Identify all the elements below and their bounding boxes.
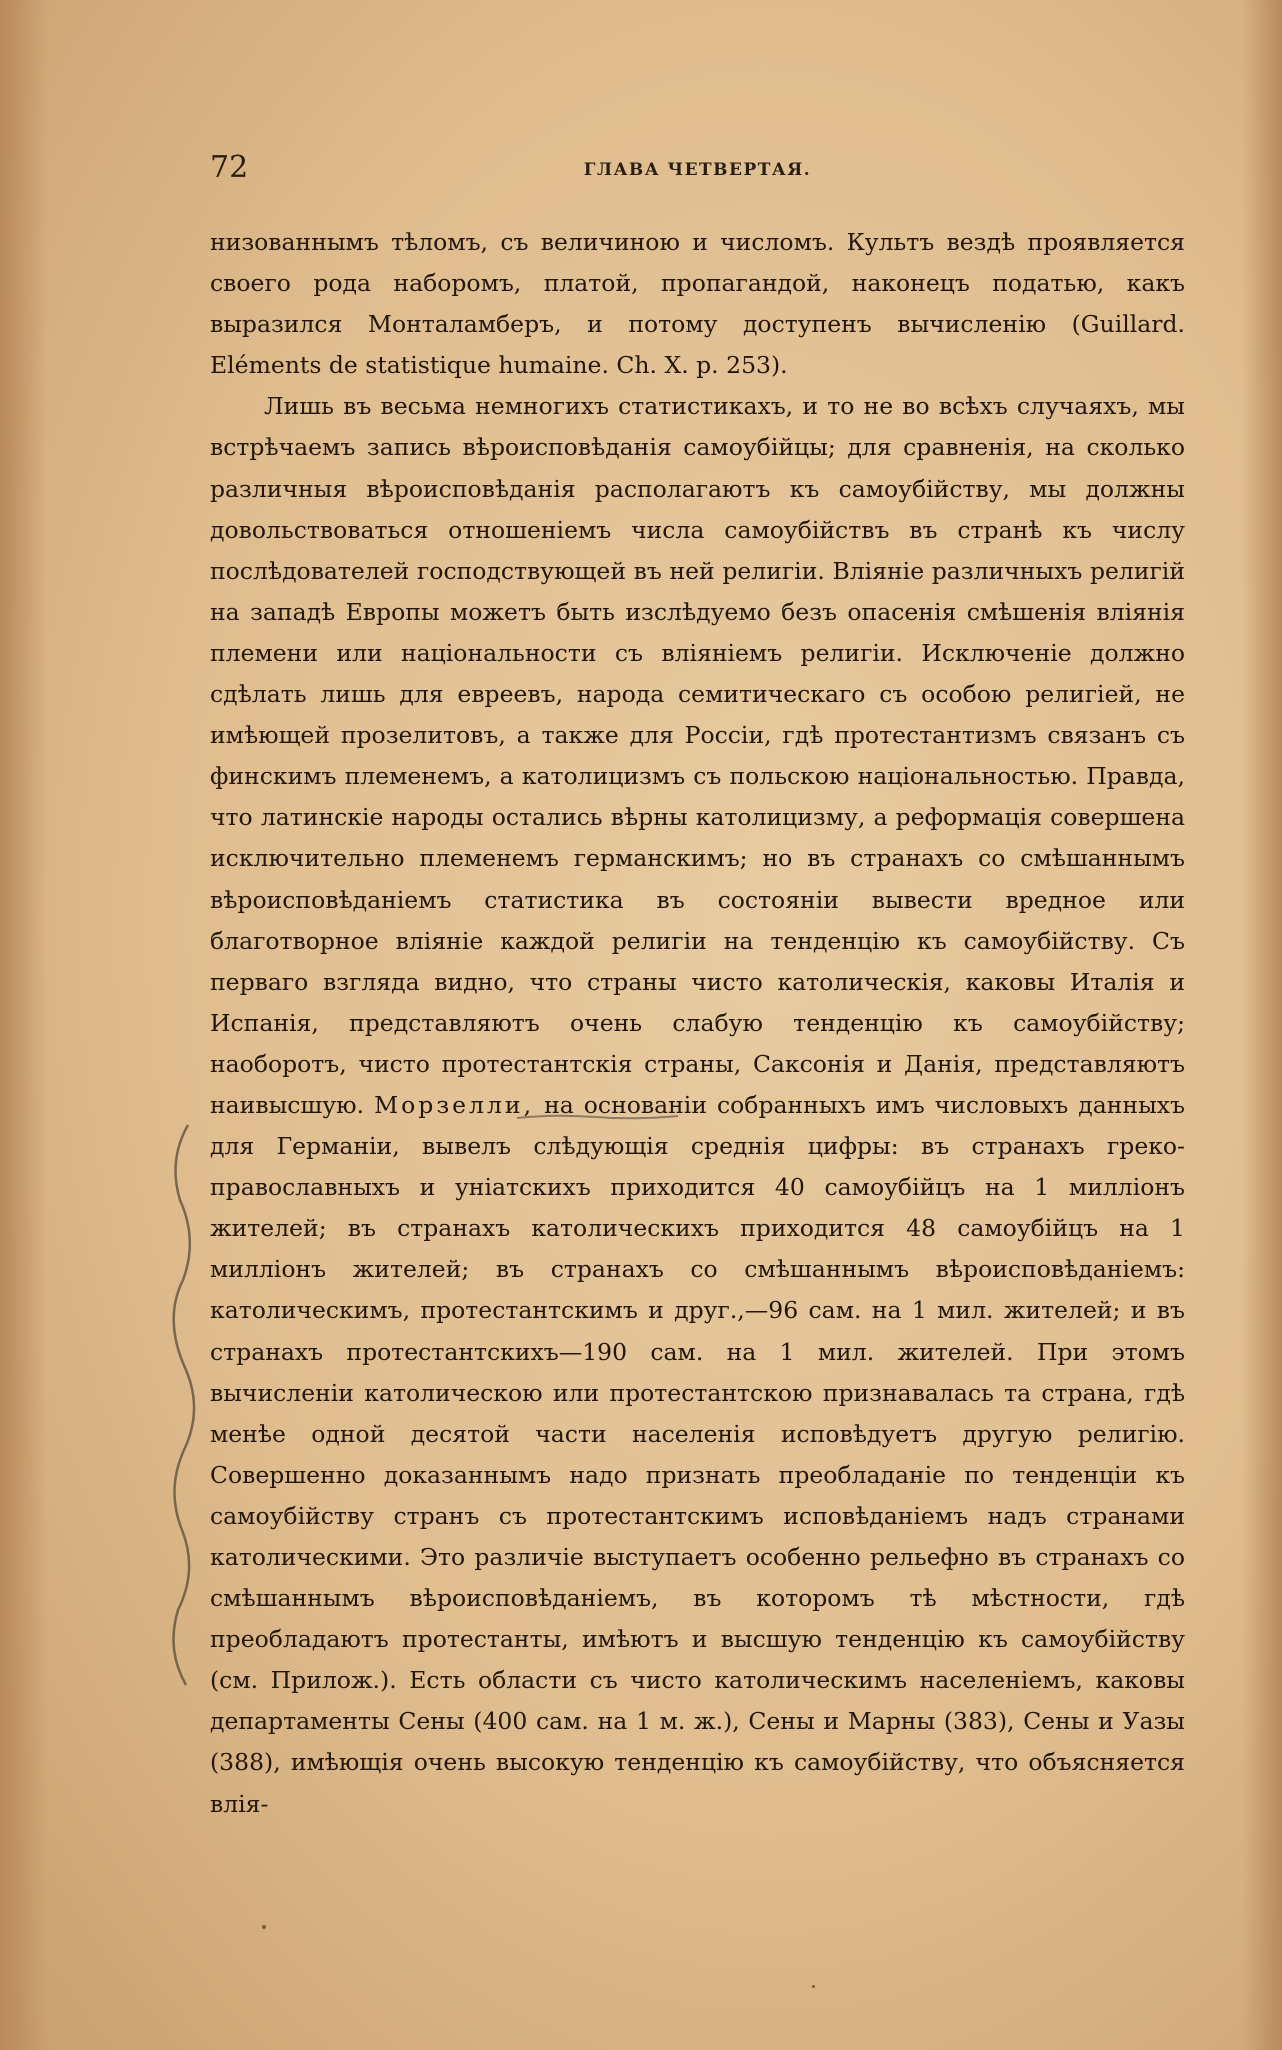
paragraph-continuation: низованнымъ тѣломъ, съ величиною и числомъ. Культъ вездѣ проявляется своего рода наборомъ, платой, пропагандой, наконецъ податью, какъ выразился Монталамберъ, и потому доступенъ вычисленію (Guillard. Eléments de statistique humaine. Ch. X. p. 253). [210, 228, 1185, 380]
paragraph-religion [210, 386, 1185, 1824]
paper-speck [812, 1985, 815, 1988]
page-number: 72 [210, 150, 249, 185]
author-name-morselli: Морзелли, [374, 1090, 535, 1119]
page-header [210, 150, 1185, 190]
paper-speck [262, 1925, 266, 1929]
paragraph-text-part-1: Лишь въ весьма немногихъ статистикахъ, и то не во всѣхъ случаяхъ, мы встрѣчаемъ запись вѣроисповѣданія самоубійцы; для сравненія, на сколько различныя вѣроисповѣданія располагаютъ къ самоубійству, мы должны довольствоваться отношеніемъ числа самоубійствъ въ странѣ къ числу послѣдователей господствующей въ ней религіи. Вліяніе различныхъ религій на западѣ Европы можетъ быть изслѣдуемо безъ опасенія смѣшенія вліянія племени или національности съ вліяніемъ религіи. Исключеніе должно сдѣлать лишь для евреевъ, народа семитическаго съ особою религіей, не имѣющей прозелитовъ, а также для Россіи, гдѣ протестантизмъ связанъ съ финскимъ племенемъ, а католицизмъ съ польскою національностью. Правда, что латинскіе народы остались вѣрны католицизму, а реформація совершена исключительно племенемъ германскимъ; но въ странахъ со смѣшаннымъ вѣроисповѣданіемъ статистика въ состояніи вывести вредное или благотворное вліяніе каждой религіи на тенденцію къ самоубійству. Съ перваго взгляда видно, что страны чисто католическія, каковы Италія и Испанія, представляютъ очень слабую тенденцію къ самоубійству; наоборотъ, чисто протестантскія страны, Саксонія и Данія, представляютъ наивысшую. [210, 392, 1185, 1119]
pencil-underline-mark [515, 1112, 680, 1122]
running-head: ГЛАВА ЧЕТВЕРТАЯ. [583, 160, 812, 180]
page-edge-shadow-right [1242, 0, 1282, 2050]
paragraph-text-part-2: на основаніи собранныхъ имъ числовыхъ данныхъ для Германіи, вывелъ слѣдующія среднія цифры: въ странахъ греко-православныхъ и уніатскихъ приходится 40 самоубійцъ на 1 милліонъ жителей; въ странахъ католическихъ приходится 48 самоубійцъ на 1 милліонъ жителей; въ странахъ со смѣшаннымъ вѣроисповѣданіемъ: католическимъ, протестантскимъ и друг.,—96 сам. на 1 мил. жителей; и въ странахъ протестантскихъ—190 сам. на 1 мил. жителей. При этомъ вычисленіи католическою или протестантскою признавалась та страна, гдѣ менѣе одной десятой части населенія исповѣдуетъ другую религію. Совершенно доказаннымъ надо признать преобладаніе по тенденціи къ самоубійству странъ съ протестантскимъ исповѣданіемъ надъ странами католическими. Это различіе выступаетъ особенно рельефно въ странахъ со смѣшаннымъ вѣроисповѣданіемъ, въ которомъ тѣ мѣстности, гдѣ преобладаютъ протестанты, имѣютъ и высшую тенденцію къ самоубійству (см. Прилож.). Есть области съ чисто католическимъ населеніемъ, каковы департаменты Сены (400 сам. на 1 м. ж.), Сены и Марны (383), Сены и Уазы (388), имѣющія очень высокую тенденцію къ самоубійству, что объясняется влія- [210, 1090, 1185, 1818]
pencil-margin-bracket [158, 1120, 218, 1690]
page-edge-shadow-left [0, 0, 48, 2050]
body-text [210, 222, 1185, 1825]
